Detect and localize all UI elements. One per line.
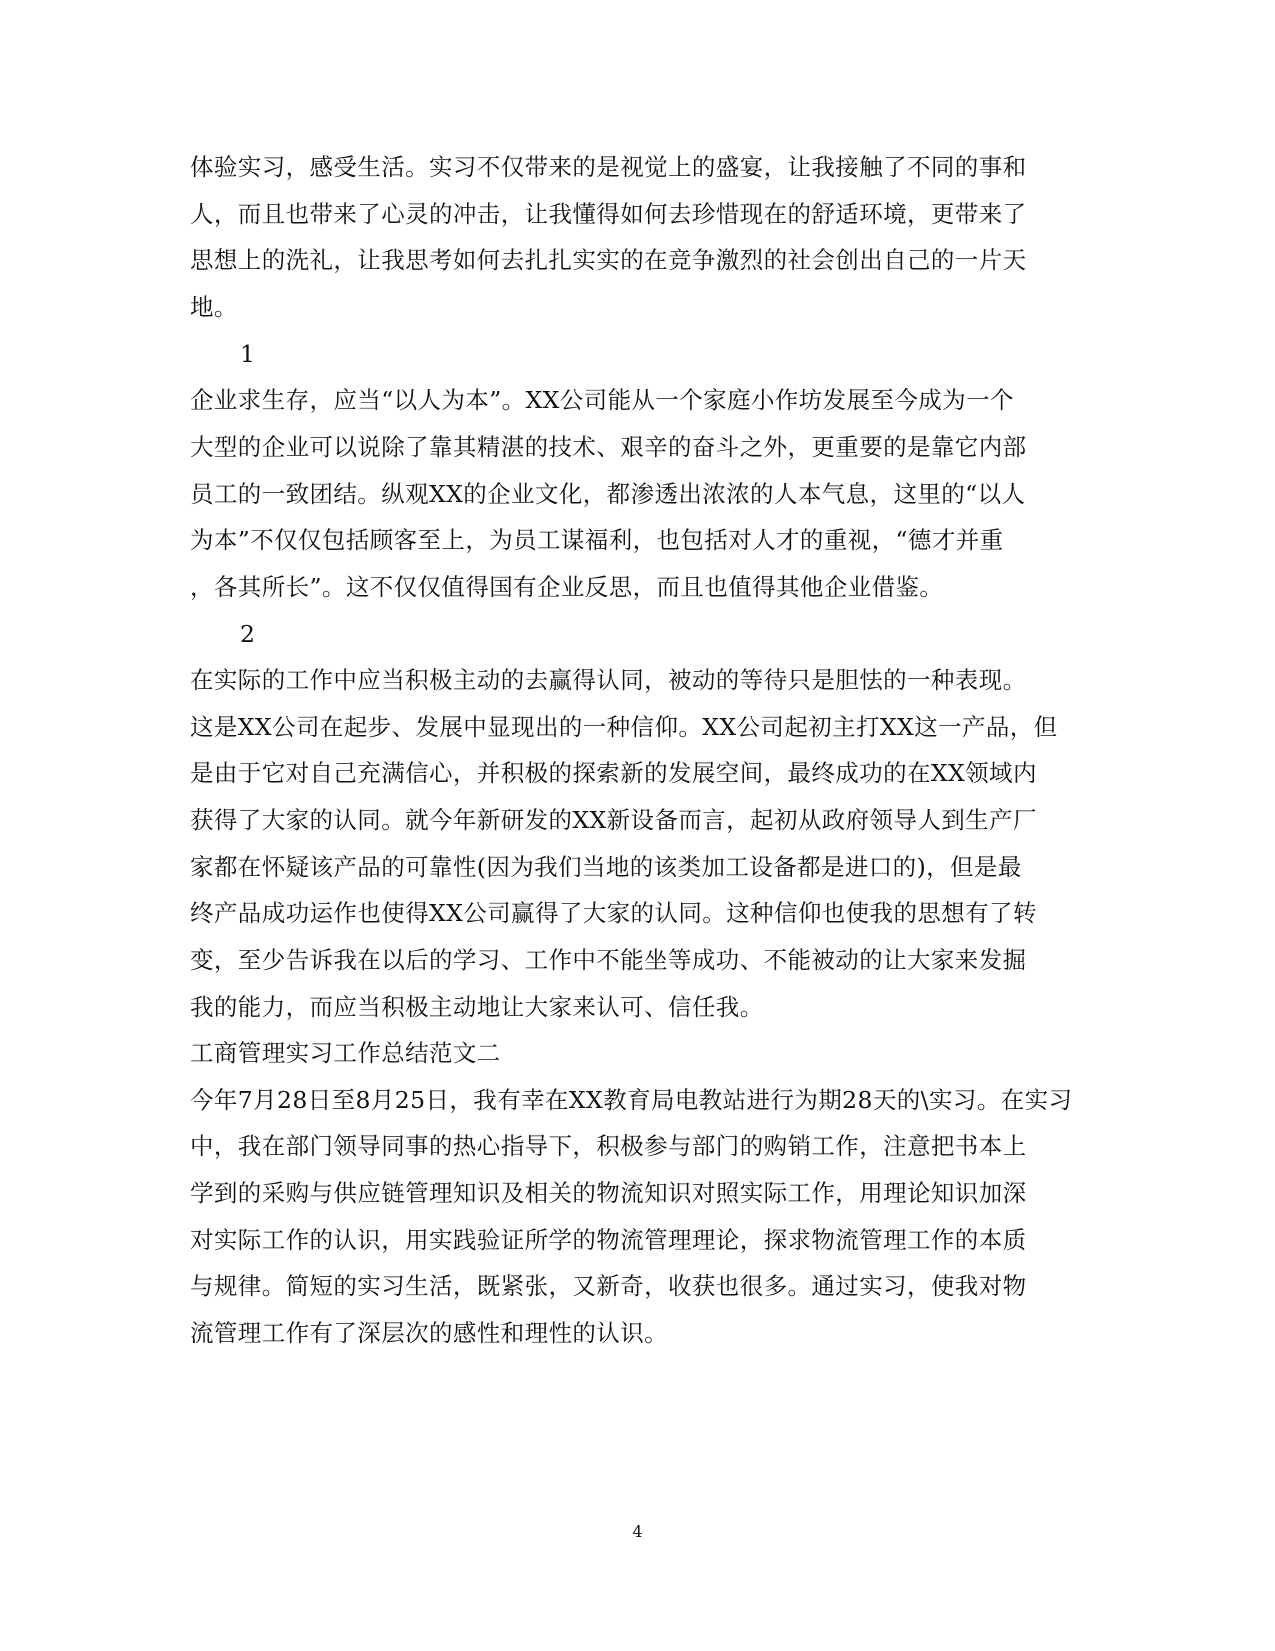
paragraph-line: 流管理工作有了深层次的感性和理性的认识。 xyxy=(190,1319,668,1347)
paragraph-line: 体验实习，感受生活。实习不仅带来的是视觉上的盛宴，让我接触了不同的事和 xyxy=(190,153,1027,181)
paragraph-line: 为本”不仅仅包括顾客至上，为员工谋福利，也包括对人才的重视，“德才并重 xyxy=(190,526,1004,554)
paragraph-line: 学到的采购与供应链管理知识及相关的物流知识对照实际工作，用理论知识加深 xyxy=(190,1179,1027,1207)
paragraph-line: 对实际工作的认识，用实践验证所学的物流管理理论，探求物流管理工作的本质 xyxy=(190,1226,1027,1254)
paragraph-line: 企业求生存，应当“以人为本”。XX公司能从一个家庭小作坊发展至今成为一个 xyxy=(190,386,1014,414)
paragraph-line: ，各其所长”。这不仅仅值得国有企业反思，而且也值得其他企业借鉴。 xyxy=(190,573,944,601)
paragraph-line: 这是XX公司在起步、发展中显现出的一种信仰。XX公司起初主打XX这一产品，但 xyxy=(190,713,1058,741)
page-number: 4 xyxy=(632,1522,643,1541)
paragraph-line: 是由于它对自己充满信心，并积极的探索新的发展空间，最终成功的在XX领域内 xyxy=(190,759,1037,787)
paragraph-line: 人，而且也带来了心灵的冲击，让我懂得如何去珍惜现在的舒适环境，更带来了 xyxy=(190,200,1027,228)
paragraph-line: 终产品成功运作也使得XX公司赢得了大家的认同。这种信仰也使我的思想有了转 xyxy=(190,899,1037,927)
paragraph-line: 获得了大家的认同。就今年新研发的XX新设备而言，起初从政府领导人到生产厂 xyxy=(190,806,1037,834)
paragraph-line: 地。 xyxy=(190,293,238,321)
paragraph-line: 我的能力，而应当积极主动地让大家来认可、信任我。 xyxy=(190,993,764,1021)
paragraph-line: 中，我在部门领导同事的热心指导下，积极参与部门的购销工作，注意把书本上 xyxy=(190,1132,1027,1160)
section-heading: 工商管理实习工作总结范文二 xyxy=(190,1039,501,1067)
section-number: 2 xyxy=(240,620,256,648)
paragraph-line: 今年7月28日至8月25日，我有幸在XX教育局电教站进行为期28天的\实习。在实习 xyxy=(190,1086,1073,1114)
paragraph-line: 在实际的工作中应当积极主动的去赢得认同，被动的等待只是胆怯的一种表现。 xyxy=(190,666,1027,694)
paragraph-line: 员工的一致团结。纵观XX的企业文化，都渗透出浓浓的人本气息，这里的“以人 xyxy=(190,480,1026,508)
section-number: 1 xyxy=(240,340,256,368)
paragraph-line: 思想上的洗礼，让我思考如何去扎扎实实的在竞争激烈的社会创出自己的一片天 xyxy=(190,246,1027,274)
paragraph-line: 家都在怀疑该产品的可靠性(因为我们当地的该类加工设备都是进口的)，但是最 xyxy=(190,853,1022,881)
paragraph-line: 变，至少告诉我在以后的学习、工作中不能坐等成功、不能被动的让大家来发掘 xyxy=(190,946,1027,974)
paragraph-line: 大型的企业可以说除了靠其精湛的技术、艰辛的奋斗之外，更重要的是靠它内部 xyxy=(190,433,1027,461)
paragraph-line: 与规律。简短的实习生活，既紧张，又新奇，收获也很多。通过实习，使我对物 xyxy=(190,1272,1027,1300)
